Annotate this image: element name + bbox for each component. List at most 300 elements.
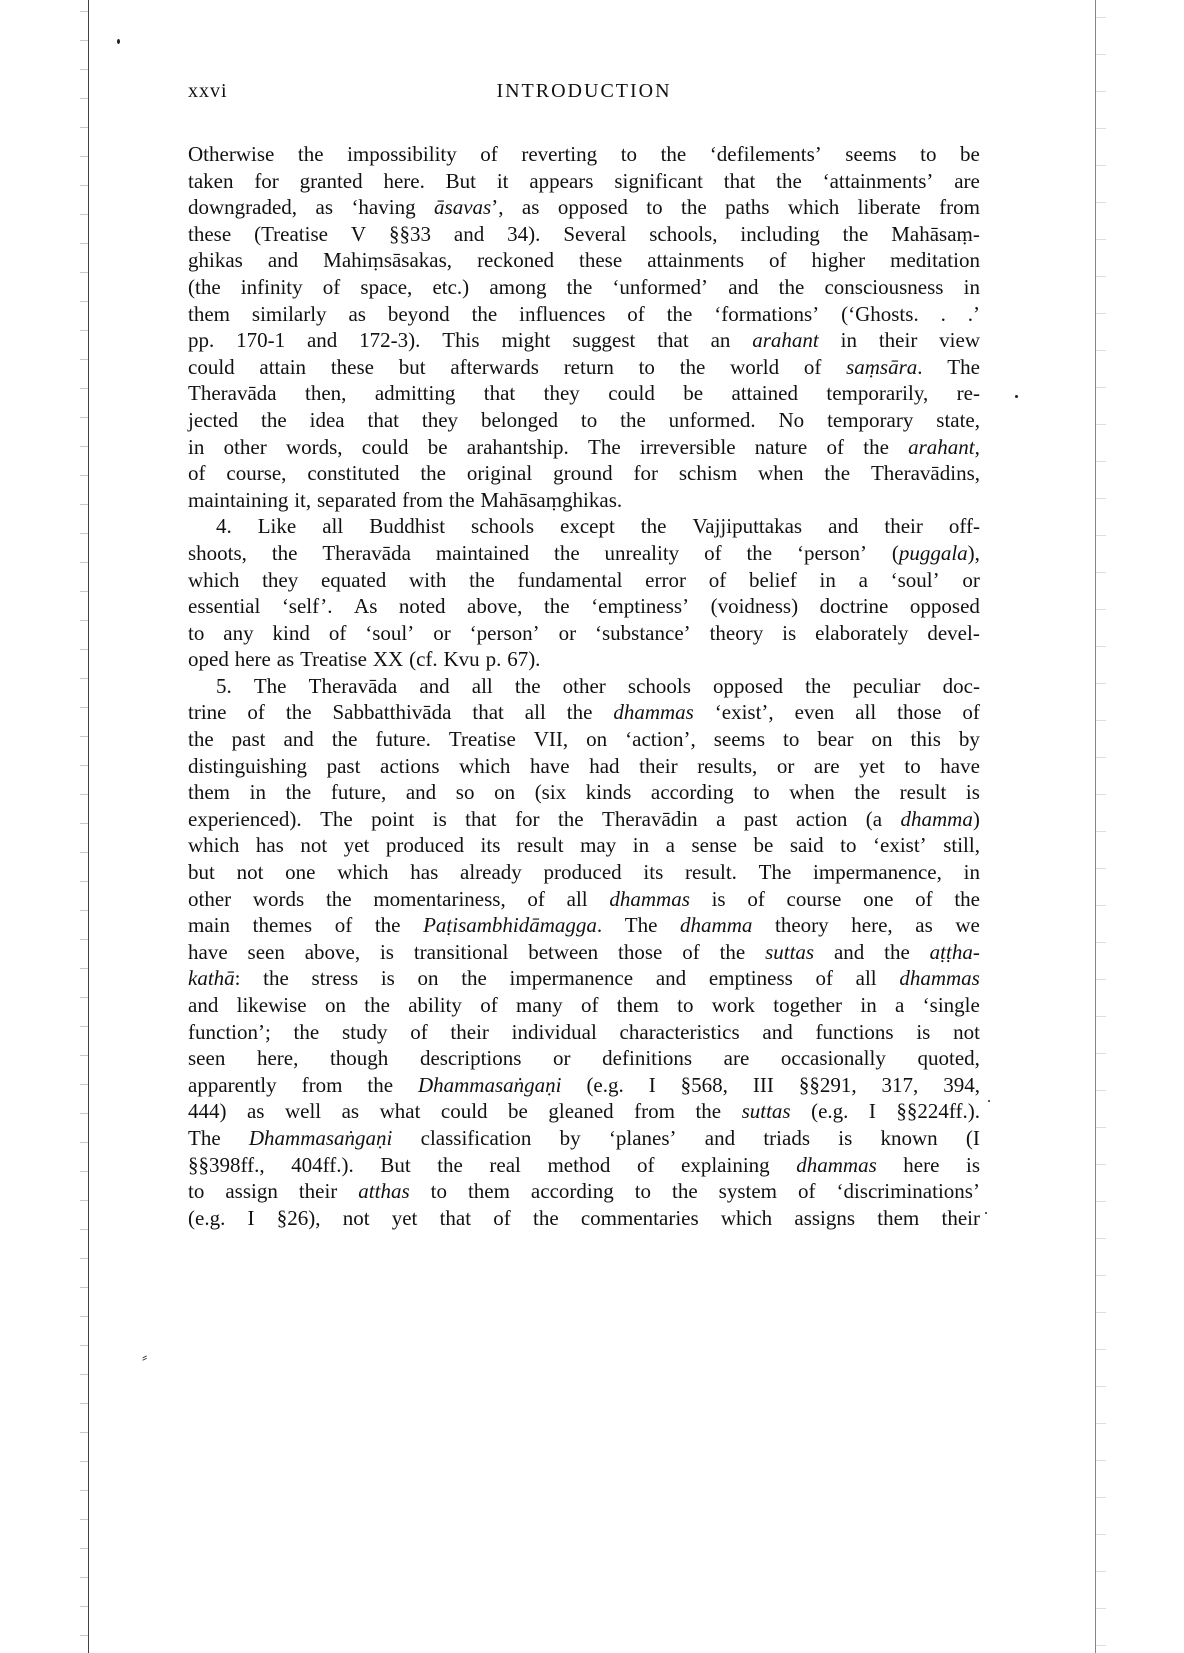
text-run: words, [285, 434, 343, 459]
word [567, 274, 593, 301]
text-run: not [236, 860, 264, 885]
word [826, 380, 928, 407]
text-run: to [904, 753, 921, 778]
word [602, 806, 698, 833]
word [544, 859, 622, 886]
word [704, 540, 722, 567]
word [188, 992, 218, 1019]
word [710, 620, 764, 647]
word [589, 753, 619, 780]
text-line [188, 1072, 980, 1099]
text-run: of [527, 886, 545, 911]
word [666, 832, 675, 859]
word [740, 221, 819, 248]
word [331, 354, 374, 381]
text-run: transitional [413, 939, 509, 964]
text-run: ‘emptiness’ [591, 594, 690, 619]
text-run: 34). [507, 221, 541, 246]
scan-speck [988, 1100, 990, 1102]
text-run: as [341, 1099, 360, 1124]
word [813, 859, 942, 886]
word [940, 753, 980, 780]
text-run: return [563, 354, 614, 379]
word [343, 1205, 370, 1232]
text-run: that [483, 381, 516, 406]
text-run: ‘attainments’ [822, 168, 934, 193]
text-run: But [445, 168, 477, 193]
text-run: to [677, 993, 694, 1017]
word [903, 1152, 939, 1179]
scan-speck [117, 39, 120, 44]
text-run: trine [188, 700, 227, 725]
text-run: already [460, 860, 522, 885]
word [468, 1178, 510, 1205]
text-run: 4. [216, 514, 232, 539]
text-run: ), [967, 540, 980, 565]
text-run: them [188, 301, 230, 326]
word [681, 1072, 728, 1099]
word [351, 221, 366, 248]
word [595, 620, 691, 647]
word [322, 540, 411, 567]
text-run: maintaining [188, 487, 289, 512]
text-run: have [940, 753, 980, 778]
text-run: ‘formations’ [714, 301, 820, 326]
text-run: the [954, 886, 980, 911]
word [188, 460, 206, 487]
word [859, 753, 885, 780]
text-run: and [655, 966, 687, 991]
word [335, 912, 353, 939]
word [608, 380, 655, 407]
margin-mark: ⸗ [142, 1349, 148, 1366]
text-line [188, 141, 980, 168]
word [446, 168, 476, 195]
text-run: the [293, 1019, 320, 1044]
word [776, 168, 802, 195]
text-run: 317, [881, 1072, 919, 1097]
text-run: as [246, 1099, 265, 1124]
word [442, 327, 479, 354]
word [241, 274, 303, 301]
text-run: opposed [909, 594, 980, 619]
word [188, 726, 214, 753]
text-run: on [494, 780, 516, 805]
word [225, 1178, 278, 1205]
word [262, 567, 298, 594]
word [838, 1125, 852, 1152]
word [799, 1072, 857, 1099]
word [375, 380, 456, 407]
text-run: the [776, 168, 802, 193]
word [640, 434, 736, 461]
word [188, 327, 214, 354]
word [620, 1019, 740, 1046]
text-run: from [402, 487, 443, 512]
text-run: ‘exist’, [714, 700, 774, 725]
text-run: stress [311, 966, 359, 991]
word [294, 1019, 320, 1046]
word [528, 939, 598, 966]
word [380, 1152, 410, 1179]
scan-speck [1015, 395, 1018, 398]
text-run: their [450, 1019, 489, 1044]
word [272, 540, 298, 567]
word [188, 646, 229, 673]
word [450, 354, 539, 381]
text-run: point [371, 806, 415, 831]
text-run: or [962, 567, 980, 592]
text-run: doc- [942, 673, 980, 698]
text-run: course, [226, 461, 287, 486]
word [305, 939, 360, 966]
word [753, 1072, 774, 1099]
text-run: . [940, 301, 946, 326]
text-run: in [840, 328, 857, 353]
word [285, 1098, 321, 1125]
text-run: §§224ff.). [896, 1099, 980, 1124]
word [758, 460, 804, 487]
word [373, 886, 505, 913]
text-run: But [380, 1152, 411, 1177]
text-run: it [496, 168, 509, 193]
word [493, 1205, 511, 1232]
text-run: §§291, [798, 1072, 857, 1097]
word [188, 567, 239, 594]
text-run: that [723, 168, 756, 193]
word [815, 1019, 893, 1046]
text-run: ‘action’, [625, 727, 696, 752]
word [866, 806, 882, 833]
word [860, 992, 876, 1019]
word [804, 354, 822, 381]
word [331, 779, 386, 806]
text-run: opposed [557, 195, 628, 220]
word [744, 806, 778, 833]
word [947, 354, 980, 381]
word [321, 567, 386, 594]
text-run: the [543, 594, 570, 619]
text-run: ( [891, 540, 899, 565]
text-run: the [469, 567, 495, 592]
word [188, 274, 221, 301]
text-run: have [529, 753, 570, 778]
word [923, 992, 980, 1019]
text-run: emptiness [708, 966, 793, 991]
text-run: to [580, 407, 598, 432]
word [588, 434, 621, 461]
word [581, 407, 597, 434]
text-run: §26), [276, 1205, 321, 1230]
word [586, 779, 632, 806]
text-run: doctrine [819, 594, 889, 619]
text-run: the [679, 354, 706, 379]
word [188, 301, 230, 328]
word [434, 194, 503, 221]
word [472, 301, 498, 328]
word [188, 221, 231, 248]
word [259, 354, 306, 381]
text-run: and [267, 248, 299, 273]
text-line [188, 1178, 980, 1205]
word [282, 593, 333, 620]
text-run: yet [859, 753, 885, 778]
word [188, 1019, 271, 1046]
word [639, 753, 677, 780]
text-run: other [562, 673, 606, 698]
word [329, 620, 347, 647]
text-run: and [405, 780, 437, 805]
text-run: belonged [480, 407, 558, 432]
body-text [188, 141, 980, 1231]
text-run: all [855, 700, 877, 725]
word [815, 965, 833, 992]
word [223, 620, 253, 647]
word [309, 673, 398, 700]
word [188, 1152, 265, 1179]
word [440, 1205, 472, 1232]
text-run: the [620, 407, 646, 432]
text-run: noted [398, 594, 446, 619]
word [899, 965, 980, 992]
word [936, 407, 980, 434]
text-line [188, 593, 980, 620]
text-run: all [524, 700, 546, 725]
text-run: Treatise [448, 727, 516, 752]
text-run: them [188, 780, 230, 805]
text-run: suggest [572, 328, 636, 353]
text-run: those [618, 939, 663, 964]
text-run: we [955, 913, 980, 938]
text-run: of [704, 540, 722, 565]
word [436, 540, 529, 567]
text-run: could [361, 434, 409, 459]
word [635, 1178, 651, 1205]
text-run: Kvu [443, 647, 480, 672]
word [859, 567, 868, 594]
text-run: the [554, 540, 580, 565]
word [824, 460, 850, 487]
text-run: ghikas [188, 248, 243, 273]
text-run: attainments [647, 248, 744, 273]
word [330, 1045, 388, 1072]
word [643, 859, 663, 886]
word [953, 1019, 980, 1046]
text-line [188, 912, 980, 939]
text-run: and [828, 514, 859, 539]
text-run: ‘unformed’ [612, 274, 709, 299]
word [841, 327, 857, 354]
word [517, 567, 622, 594]
word [327, 753, 361, 780]
word [316, 194, 334, 221]
word [344, 832, 370, 859]
text-run: p. [485, 647, 502, 672]
text-run: but [188, 860, 215, 885]
text-run: to [188, 620, 205, 645]
text-run: jected [188, 407, 239, 432]
word [467, 434, 569, 461]
text-run: here. [383, 168, 425, 193]
text-run: schism [678, 461, 738, 486]
text-run: impermanence [509, 966, 634, 991]
word [897, 699, 941, 726]
text-run: (‘Ghosts. [841, 301, 919, 326]
text-run: Theravādin [602, 806, 698, 831]
italic-term: suttas [765, 939, 815, 964]
word [691, 832, 737, 859]
word [613, 699, 694, 726]
word [188, 965, 241, 992]
text-run: apparently [188, 1072, 277, 1097]
text-run: idea [309, 407, 345, 432]
text-run: even [794, 700, 835, 725]
text-run: triads [763, 1125, 810, 1150]
word [711, 327, 731, 354]
text-run: the [364, 993, 390, 1017]
text-run: future. [375, 727, 431, 752]
text-line [188, 487, 980, 514]
word [428, 434, 448, 461]
text-run: they [421, 407, 459, 432]
word [846, 354, 922, 381]
word [283, 726, 313, 753]
text-run: I [648, 1072, 656, 1097]
word [294, 487, 311, 514]
text-run: to [620, 142, 638, 166]
text-run: momentariness, [373, 886, 506, 911]
word [364, 992, 390, 1019]
word [469, 567, 495, 594]
word [721, 1205, 772, 1232]
word [778, 407, 804, 434]
text-run: , [974, 434, 980, 459]
text-run: The [947, 354, 980, 379]
word [695, 1098, 721, 1125]
word [277, 1205, 321, 1232]
word [709, 567, 727, 594]
word [380, 939, 394, 966]
text-run: or [553, 1046, 571, 1071]
italic-term: arahant [752, 328, 819, 353]
word [418, 1072, 562, 1099]
word [386, 832, 464, 859]
word [563, 673, 606, 700]
text-run: The [624, 913, 658, 938]
word [564, 354, 614, 381]
text-run: downgraded, [188, 195, 298, 220]
word [441, 1098, 488, 1125]
text-run: could [608, 381, 655, 406]
text-run: temporary [827, 407, 914, 432]
text-run: I [868, 1099, 876, 1124]
text-run: maintained [435, 540, 530, 565]
text-run: a [895, 993, 905, 1017]
text-run: those [897, 700, 942, 725]
text-run: future, [330, 780, 387, 805]
text-run: . [917, 354, 923, 379]
word [853, 673, 921, 700]
text-run: nature [754, 434, 808, 459]
text-run: kind [272, 620, 310, 645]
text-run: ’, [491, 195, 504, 220]
text-run: among [489, 274, 547, 299]
word [777, 753, 795, 780]
word [519, 301, 605, 328]
text-run: work [711, 993, 755, 1017]
word [858, 194, 921, 221]
italic-term: dhammas [613, 700, 694, 725]
word [943, 1072, 980, 1099]
word [522, 194, 540, 221]
text-run: the [566, 700, 593, 725]
text-run: opposed [713, 673, 784, 698]
word [681, 1152, 770, 1179]
text-run: of [627, 301, 645, 326]
word [188, 620, 204, 647]
text-run: V [350, 221, 367, 246]
text-run: is [379, 939, 394, 964]
text-run: on [586, 727, 608, 752]
word [188, 434, 204, 461]
word [872, 726, 893, 753]
word [347, 141, 457, 168]
word [512, 1019, 597, 1046]
word [612, 274, 708, 301]
text-run: in [963, 860, 980, 885]
text-line [188, 513, 980, 540]
word [530, 753, 570, 780]
word [258, 513, 296, 540]
word [521, 141, 597, 168]
word [679, 460, 737, 487]
text-run: etc.) [432, 274, 470, 299]
text-run: paths [725, 195, 770, 220]
text-run: the [854, 780, 881, 805]
word [742, 1098, 791, 1125]
word [449, 487, 475, 514]
text-run: seems [713, 727, 766, 752]
text-run: a [858, 567, 868, 592]
word [843, 221, 869, 248]
text-run: on [417, 966, 439, 991]
word [188, 1205, 225, 1232]
word [380, 1098, 421, 1125]
text-line [188, 620, 980, 647]
text-run: 172-3). [359, 328, 421, 353]
word [494, 779, 515, 806]
text-run: the [746, 540, 773, 565]
word [939, 194, 980, 221]
word [257, 1045, 298, 1072]
text-run: commentaries [580, 1205, 699, 1230]
text-run: descriptions [419, 1046, 522, 1071]
word [609, 886, 690, 913]
text-run: The [588, 434, 621, 459]
text-run: assign [225, 1179, 278, 1204]
word [507, 646, 540, 673]
word [253, 912, 312, 939]
word [827, 407, 913, 434]
text-run: Vajjiputtakas [692, 514, 803, 539]
text-run: functions [815, 1019, 894, 1044]
text-run: the [660, 142, 687, 166]
text-run: re- [956, 381, 980, 406]
word [369, 513, 445, 540]
text-run: constituted [307, 461, 400, 486]
word [467, 460, 532, 487]
word [437, 1152, 463, 1179]
